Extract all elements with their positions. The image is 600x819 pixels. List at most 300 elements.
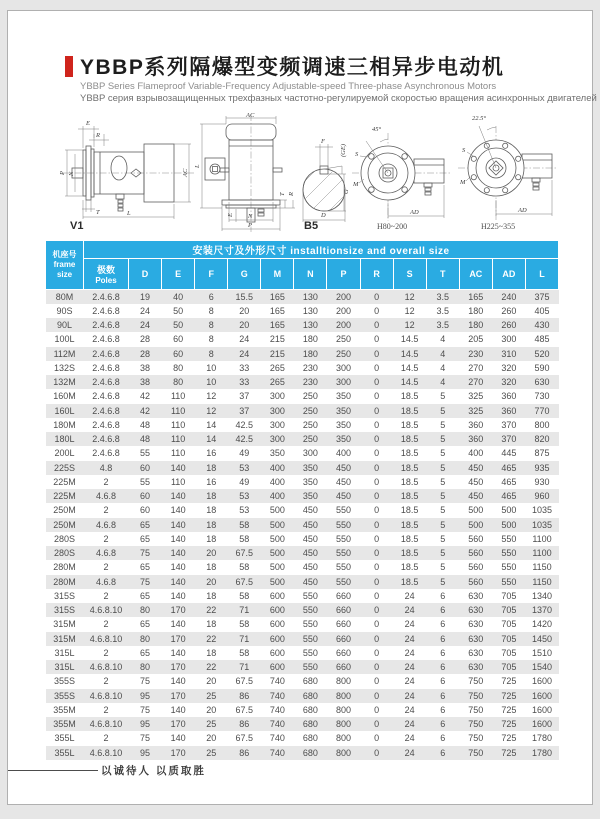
cell: 2 xyxy=(103,476,109,487)
cell: 0 xyxy=(374,391,380,402)
cell: 445 xyxy=(501,448,517,459)
cell: 132M xyxy=(53,377,76,388)
cell: 250 xyxy=(302,391,318,402)
cell: 2 xyxy=(103,676,109,687)
svg-text:M: M xyxy=(460,179,466,186)
cell: 230 xyxy=(302,362,318,373)
cell: 2.4.6.8 xyxy=(92,320,120,331)
table-row xyxy=(46,446,559,460)
cell: 250 xyxy=(302,434,318,445)
cell: 53 xyxy=(239,505,250,516)
cell: 12 xyxy=(404,305,415,316)
cell: 5 xyxy=(440,533,446,544)
cell: 60 xyxy=(140,462,151,473)
cell: 75 xyxy=(140,733,151,744)
cell: 250M xyxy=(53,519,76,530)
cell: 450 xyxy=(468,491,484,502)
cell: 0 xyxy=(374,533,380,544)
cell: 95 xyxy=(140,747,151,758)
cell: 38 xyxy=(140,362,151,373)
cell: 230 xyxy=(302,377,318,388)
cell: 450 xyxy=(302,505,318,516)
cell: 110 xyxy=(170,419,186,430)
cell: 350 xyxy=(269,448,285,459)
cell: 740 xyxy=(269,690,285,701)
cell: 320 xyxy=(501,377,517,388)
cell: 800 xyxy=(335,747,352,758)
cell: 400 xyxy=(269,476,285,487)
cell: 19 xyxy=(140,291,151,302)
cell: 1035 xyxy=(531,505,553,516)
cell: 5 xyxy=(440,462,446,473)
cell: 75 xyxy=(140,576,151,587)
cell: 370 xyxy=(501,419,517,430)
cell: 71 xyxy=(239,605,250,616)
cell: 400 xyxy=(269,462,285,473)
cell: 1600 xyxy=(531,690,553,701)
cell: 160M xyxy=(53,391,76,402)
cell: 355M xyxy=(53,719,76,730)
cell: 725 xyxy=(501,676,517,687)
cell: 10 xyxy=(206,362,217,373)
cell: 170 xyxy=(170,690,186,701)
cell: 12 xyxy=(206,391,217,402)
cell: 750 xyxy=(468,704,484,715)
cell: 355M xyxy=(53,704,76,715)
cell: 24 xyxy=(404,733,415,744)
cell: 750 xyxy=(468,733,484,744)
cell: 500 xyxy=(269,548,285,559)
cell: 24 xyxy=(239,348,250,359)
cell: 165 xyxy=(269,305,285,316)
cell: 550 xyxy=(335,533,352,544)
cell: 1420 xyxy=(531,619,553,630)
svg-text:P: P xyxy=(248,222,252,229)
label-v1: V1 xyxy=(70,220,84,232)
cell: 800 xyxy=(335,733,352,744)
cell: 60 xyxy=(173,348,184,359)
cell: 935 xyxy=(534,462,550,473)
cell: 170 xyxy=(170,662,186,673)
cell: 3.5 xyxy=(436,320,449,331)
svg-text:T: T xyxy=(279,192,286,196)
cell: 18 xyxy=(206,533,217,544)
cell: 80 xyxy=(140,662,151,673)
table-row xyxy=(46,603,559,617)
cell: 4.6.8.10 xyxy=(89,605,123,616)
cell: 18.5 xyxy=(400,391,419,402)
cell: 1600 xyxy=(531,676,553,687)
cell: 3.5 xyxy=(436,291,449,302)
col-header-P: P xyxy=(327,259,360,290)
cell: 53 xyxy=(239,491,250,502)
cell: 67.5 xyxy=(235,676,254,687)
cell: 375 xyxy=(534,291,550,302)
cell: 205 xyxy=(468,334,484,345)
cell: 53 xyxy=(239,462,250,473)
frame-size-cn: 机座号 xyxy=(52,250,77,259)
cell: 0 xyxy=(374,590,380,601)
cell: 14.5 xyxy=(400,377,419,388)
col-header-AC: AC xyxy=(459,259,492,290)
cell: 80 xyxy=(140,633,151,644)
label-b5: B5 xyxy=(304,220,319,232)
cell: 200 xyxy=(335,291,352,302)
cell: 1780 xyxy=(531,733,553,744)
cell: 0 xyxy=(374,647,380,658)
cell: 370 xyxy=(501,434,517,445)
cell: 705 xyxy=(501,633,517,644)
cell: 42 xyxy=(140,405,151,416)
cell: 350 xyxy=(335,434,352,445)
cell: 37 xyxy=(239,405,250,416)
poles-en: Poles xyxy=(95,276,117,285)
cell: 110 xyxy=(170,405,186,416)
svg-text:G: G xyxy=(343,189,350,194)
cell: 18.5 xyxy=(400,405,419,416)
cell: 450 xyxy=(302,576,318,587)
cell: 20 xyxy=(206,733,217,744)
poles-cn: 极数 xyxy=(96,265,115,275)
cell: 6 xyxy=(440,605,446,616)
cell: 58 xyxy=(239,533,250,544)
cell: 680 xyxy=(302,747,318,758)
cell: 600 xyxy=(269,662,285,673)
cell: 430 xyxy=(534,320,550,331)
table-row xyxy=(46,332,559,346)
page-title: YBBP系列隔爆型变频调速三相异步电动机 xyxy=(80,56,505,79)
cell: 20 xyxy=(239,305,250,316)
table-row xyxy=(46,532,559,546)
cell: 300 xyxy=(335,362,352,373)
drawing-flange-h225-355 xyxy=(456,110,561,224)
cell: 355S xyxy=(53,690,76,701)
cell: 4 xyxy=(440,334,446,345)
cell: 130 xyxy=(302,291,318,302)
cell: 2.4.6.8 xyxy=(92,305,120,316)
subtitle-russian: YBBP серия взрывозащищенных трехфазных частотно-регулируемой скоростью вращения асинхронных двигателей xyxy=(80,93,597,104)
cell: 350 xyxy=(335,419,352,430)
cell: 5 xyxy=(440,576,446,587)
cell: 140 xyxy=(170,704,186,715)
cell: 6 xyxy=(440,690,446,701)
cell: 300 xyxy=(335,377,352,388)
cell: 24 xyxy=(404,690,415,701)
cell: 4.6.8.10 xyxy=(89,747,123,758)
cell: 6 xyxy=(440,733,446,744)
cell: 60 xyxy=(140,491,151,502)
svg-text:P: P xyxy=(59,171,66,175)
table-row xyxy=(46,418,559,432)
cell: 350 xyxy=(302,462,318,473)
table-row xyxy=(46,389,559,403)
cell: 740 xyxy=(269,733,285,744)
cell: 560 xyxy=(468,576,484,587)
cell: 58 xyxy=(239,647,250,658)
table-row xyxy=(46,560,559,574)
cell: 1510 xyxy=(531,647,553,658)
cell: 550 xyxy=(302,647,318,658)
cell: 95 xyxy=(140,690,151,701)
cell: 350 xyxy=(302,476,318,487)
cell: 630 xyxy=(468,633,484,644)
cell: 1100 xyxy=(532,533,552,544)
cell: 600 xyxy=(269,647,285,658)
cell: 550 xyxy=(335,505,352,516)
cell: 24 xyxy=(404,605,415,616)
cell: 24 xyxy=(404,633,415,644)
cell: 12 xyxy=(404,291,415,302)
col-header-frame-size xyxy=(46,241,84,290)
cell: 18 xyxy=(206,562,217,573)
cell: 740 xyxy=(269,676,285,687)
cell: 360 xyxy=(468,434,484,445)
cell: 0 xyxy=(374,334,380,345)
table-body xyxy=(46,290,559,760)
cell: 680 xyxy=(302,676,318,687)
cell: 550 xyxy=(501,562,517,573)
cell: 0 xyxy=(374,519,380,530)
cell: 67.5 xyxy=(235,548,254,559)
cell: 230 xyxy=(468,348,484,359)
cell: 8 xyxy=(208,320,214,331)
cell: 630 xyxy=(468,662,484,673)
cell: 600 xyxy=(269,633,285,644)
cell: 3.5 xyxy=(436,305,449,316)
cell: 315S xyxy=(53,590,76,601)
cell: 37 xyxy=(239,391,250,402)
cell: 24 xyxy=(404,747,415,758)
cell: 550 xyxy=(302,662,318,673)
cell: 500 xyxy=(269,519,285,530)
cell: 450 xyxy=(468,476,484,487)
cell: 2 xyxy=(103,733,109,744)
cell: 24 xyxy=(404,619,415,630)
cell: 0 xyxy=(374,633,380,644)
cell: 4 xyxy=(440,377,446,388)
cell: 12 xyxy=(206,405,217,416)
cell: 50 xyxy=(173,305,184,316)
footer-slogan: 以诚待人 以质取胜 xyxy=(101,765,206,777)
cell: 20 xyxy=(206,676,217,687)
cell: 0 xyxy=(374,662,380,673)
cell: 2.4.6.8 xyxy=(92,419,120,430)
cell: 86 xyxy=(239,719,250,730)
cell: 0 xyxy=(374,548,380,559)
cell: 95 xyxy=(140,719,151,730)
cell: 550 xyxy=(501,548,517,559)
cell: 80 xyxy=(173,362,184,373)
cell: 0 xyxy=(374,719,380,730)
cell: 2 xyxy=(103,647,109,658)
cell: 75 xyxy=(140,704,151,715)
cell: 18.5 xyxy=(400,462,419,473)
cell: 67.5 xyxy=(235,576,254,587)
cell: 24 xyxy=(404,719,415,730)
cell: 0 xyxy=(374,476,380,487)
cell: 65 xyxy=(140,619,151,630)
cell: 2.4.6.8 xyxy=(92,348,120,359)
cell: 725 xyxy=(501,690,517,701)
cell: 65 xyxy=(140,647,151,658)
table-row xyxy=(46,731,559,745)
cell: 60 xyxy=(140,505,151,516)
cell: 18.5 xyxy=(400,548,419,559)
svg-text:N: N xyxy=(248,213,253,220)
cell: 215 xyxy=(269,334,285,345)
cell: 300 xyxy=(269,405,285,416)
subtitle-english: YBBP Series Flameproof Variable-Frequency Adjustable-speed Three-phase Asynchronous Motors xyxy=(80,81,497,92)
cell: 750 xyxy=(468,676,484,687)
cell: 18.5 xyxy=(400,519,419,530)
cell: 6 xyxy=(440,662,446,673)
cell: 250 xyxy=(302,405,318,416)
cell: 140 xyxy=(170,505,186,516)
cell: 4.6.8 xyxy=(95,576,117,587)
cell: 560 xyxy=(468,548,484,559)
table-row xyxy=(46,475,559,489)
cell: 550 xyxy=(335,519,352,530)
svg-text:L: L xyxy=(127,210,131,217)
cell: 170 xyxy=(170,747,186,758)
cell: 250 xyxy=(335,348,352,359)
cell: 300 xyxy=(269,391,285,402)
cell: 65 xyxy=(140,533,151,544)
cell: 660 xyxy=(335,605,352,616)
cell: 4.6.8.10 xyxy=(89,633,123,644)
col-header-S: S xyxy=(393,259,426,290)
cell: 240 xyxy=(501,291,517,302)
cell: 71 xyxy=(239,633,250,644)
cell: 600 xyxy=(269,619,285,630)
cell: 6 xyxy=(440,619,446,630)
cell: 405 xyxy=(534,305,550,316)
cell: 800 xyxy=(534,419,550,430)
cell: 300 xyxy=(269,434,285,445)
cell: 16 xyxy=(206,448,217,459)
cell: 550 xyxy=(302,633,318,644)
cell: 560 xyxy=(468,533,484,544)
cell: 960 xyxy=(534,491,550,502)
cell: 22 xyxy=(206,605,217,616)
cell: 0 xyxy=(374,462,380,473)
cell: 500 xyxy=(501,519,517,530)
table-row xyxy=(46,375,559,389)
cell: 180 xyxy=(468,320,484,331)
cell: 2 xyxy=(103,562,109,573)
cell: 325 xyxy=(468,391,484,402)
cell: 465 xyxy=(501,491,517,502)
cell: 18.5 xyxy=(400,476,419,487)
cell: 18.5 xyxy=(400,491,419,502)
cell: 0 xyxy=(374,619,380,630)
cell: 140 xyxy=(170,676,186,687)
cell: 180 xyxy=(302,348,318,359)
cell: 180M xyxy=(53,419,76,430)
table-row xyxy=(46,290,559,304)
label-h225-355: H225~355 xyxy=(481,222,516,231)
cell: 1035 xyxy=(531,519,553,530)
cell: 5 xyxy=(440,519,446,530)
cell: 705 xyxy=(501,647,517,658)
cell: 48 xyxy=(140,419,151,430)
cell: 140 xyxy=(170,491,186,502)
cell: 110 xyxy=(170,448,186,459)
cell: 225M xyxy=(53,476,76,487)
svg-text:N: N xyxy=(68,171,75,176)
table-row xyxy=(46,489,559,503)
cell: 2.4.6.8 xyxy=(92,434,120,445)
cell: 215 xyxy=(269,348,285,359)
cell: 630 xyxy=(468,605,484,616)
cell: 6 xyxy=(440,647,446,658)
cell: 18.5 xyxy=(400,562,419,573)
cell: 132S xyxy=(53,362,76,373)
cell: 5 xyxy=(440,505,446,516)
table-row xyxy=(46,318,559,332)
cell: 18 xyxy=(206,505,217,516)
cell: 680 xyxy=(302,690,318,701)
cell: 500 xyxy=(269,533,285,544)
cell: 5 xyxy=(440,548,446,559)
svg-text:D: D xyxy=(321,212,326,219)
cell: 18.5 xyxy=(400,533,419,544)
table-row xyxy=(46,660,559,674)
cell: 450 xyxy=(302,548,318,559)
drawing-shaft-section xyxy=(298,138,350,226)
cell: 65 xyxy=(140,590,151,601)
col-header-D: D xyxy=(129,259,162,290)
cell: 1100 xyxy=(532,548,552,559)
svg-text:(GE): (GE) xyxy=(340,144,347,157)
svg-text:L: L xyxy=(194,164,201,168)
cell: 14.5 xyxy=(400,334,419,345)
cell: 170 xyxy=(170,605,186,616)
cell: 200L xyxy=(54,448,75,459)
cell: 500 xyxy=(269,562,285,573)
table-row xyxy=(46,646,559,660)
cell: 820 xyxy=(534,434,550,445)
cell: 725 xyxy=(501,704,517,715)
cell: 20 xyxy=(206,548,217,559)
cell: 320 xyxy=(501,362,517,373)
cell: 250M xyxy=(53,505,76,516)
cell: 140 xyxy=(170,576,186,587)
cell: 0 xyxy=(374,562,380,573)
cell: 930 xyxy=(534,476,550,487)
col-header-G: G xyxy=(228,259,261,290)
frame-size-en: frame size xyxy=(53,260,76,279)
cell: 58 xyxy=(239,562,250,573)
cell: 140 xyxy=(170,533,186,544)
cell: 4 xyxy=(440,348,446,359)
cell: 200 xyxy=(335,320,352,331)
cell: 140 xyxy=(170,519,186,530)
cell: 2 xyxy=(103,704,109,715)
cell: 660 xyxy=(335,647,352,658)
cell: 725 xyxy=(501,733,517,744)
cell: 315M xyxy=(53,633,76,644)
cell: 0 xyxy=(374,448,380,459)
cell: 2.4.6.8 xyxy=(92,391,120,402)
cell: 705 xyxy=(501,662,517,673)
cell: 725 xyxy=(501,719,517,730)
cell: 0 xyxy=(374,320,380,331)
cell: 55 xyxy=(140,448,151,459)
cell: 160L xyxy=(54,405,75,416)
cell: 600 xyxy=(269,590,285,601)
cell: 58 xyxy=(239,519,250,530)
